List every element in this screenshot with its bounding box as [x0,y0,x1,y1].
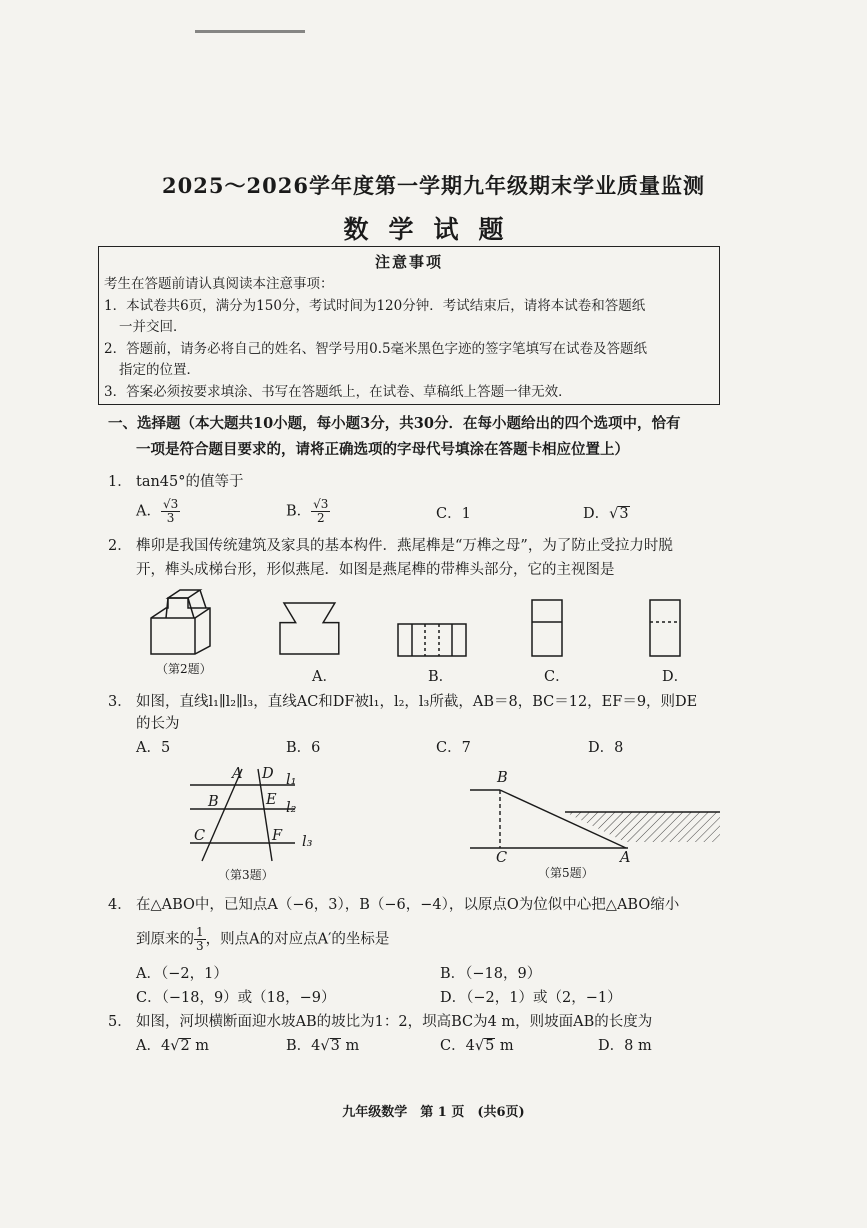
q3-label-c: C [194,828,206,844]
q3-label-l2: l₂ [286,800,297,816]
q3-label-a: A [232,766,243,782]
q1-number: 1． [108,474,132,490]
exam-subtitle: 数学试题 [343,215,524,244]
q2-figure-caption: （第2题） [156,662,212,676]
scan-mark [195,30,305,33]
q3-label-b: B [208,794,219,810]
q3-label-l1: l₁ [286,772,297,788]
q3-number: 3． [108,694,132,710]
q4-stem-line2: 到原来的 $\frac{1}{3}$ ，则点A的对应点A′的坐标是 [136,925,390,953]
q1-option-c: C．1 [436,506,471,522]
q4-option-b: B．（−18，9） [440,966,542,982]
q2-option-a-figure [280,603,340,655]
notice-item-1-cont: 一并交回． [119,319,187,335]
q4-option-c: C．（−18，9）或（18，−9） [136,990,336,1006]
q3-figure-caption: （第3题） [218,868,274,882]
q3-stem-line2: 的长为 [136,716,180,732]
q5-option-d: D．8 m [598,1038,652,1054]
q2-stem-line1: 榫卯是我国传统建筑及家具的基本构件．燕尾榫是“万榫之母”，为了防止受拉力时脱 [136,538,673,554]
notice-item-1: 1．本试卷共6页，满分为150分，考试时间为120分钟．考试结束后，请将本试卷和答题纸 [104,298,646,314]
q3-label-f: F [272,828,283,844]
q2-option-a: A． [312,669,337,685]
q1-option-b: B． $\frac{√3}{2}$ [286,497,329,525]
q5-stem: 如图，河坝横断面迎水坡AB的坡比为1：2，坝高BC为4 m，则坡面AB的长度为 [136,1014,653,1030]
notice-intro: 考生在答题前请认真阅读本注意事项： [104,276,334,292]
q2-option-d-figure [650,600,680,656]
q2-solid-figure [148,590,223,655]
q3-option-b: B．6 [286,740,321,756]
q4-stem-line1: 在△ABO中，已知点A（−6，3），B（−6，−4），以原点O为位似中心把△ABO缩小 [136,897,680,913]
q5-figure-caption: （第5题） [538,866,594,880]
q3-stem-line1: 如图，直线l₁∥l₂∥l₃，直线AC和DF被l₁，l₂，l₃所截，AB＝8，BC＝12，EF＝9，则DE [136,694,698,710]
q3-option-d: D．8 [588,740,624,756]
section-heading: 一、选择题（本大题共10小题，每小题3分，共30分．在每小题给出的四个选项中，恰有 [108,415,681,432]
q4-option-a: A．（−2，1） [136,966,228,982]
q2-option-b-figure [398,624,466,656]
q2-option-c-figure [532,600,562,656]
q5-label-c: C [496,850,508,866]
q4-number: 4． [108,897,132,913]
notice-item-2: 2．答题前，请务必将自己的姓名、智学号用0.5毫米黑色字迹的签字笔填写在试卷及答题纸 [104,341,648,357]
notice-box [98,246,720,405]
q5-option-a: A．4√2 m [136,1038,210,1054]
q5-option-c: C．4√5 m [440,1038,514,1054]
q3-label-e: E [266,792,277,808]
q2-option-c: C． [544,669,570,685]
q1-stem: tan45°的值等于 [136,474,244,490]
q5-option-b: B．4√3 m [286,1038,360,1054]
q4-option-d: D．（−2，1）或（2，−1） [440,990,622,1006]
q3-figure [180,765,330,865]
page-footer: 九年级数学 第 1 页 (共6页) [342,1105,525,1120]
q2-option-b: B． [428,669,454,685]
q5-label-a: A [620,850,631,866]
q3-option-c: C．7 [436,740,471,756]
q3-label-d: D [262,766,274,782]
notice-heading: 注意事项 [374,253,443,271]
q5-label-b: B [497,770,508,786]
q1-option-a: A． $\frac{√3}{3}$ [136,497,179,525]
notice-item-3: 3．答案必须按要求填涂、书写在答题纸上，在试卷、草稿纸上答题一律无效． [104,384,572,400]
section-heading-cont: 一项是符合题目要求的，请将正确选项的字母代号填涂在答题卡相应位置上） [136,441,629,458]
q3-label-l3: l₃ [302,834,313,850]
q2-number: 2． [108,538,132,554]
exam-title: 2025～2026学年度第一学期九年级期末学业质量监测 [162,173,705,198]
q1-option-d: D．√3 [583,506,629,522]
q2-option-d: D． [662,669,689,685]
q3-option-a: A．5 [136,740,171,756]
q5-number: 5． [108,1014,132,1030]
notice-item-2-cont: 指定的位置． [119,362,200,378]
q2-stem-line2: 开，榫头成梯台形，形似燕尾．如图是燕尾榫的带榫头部分，它的主视图是 [136,562,615,578]
